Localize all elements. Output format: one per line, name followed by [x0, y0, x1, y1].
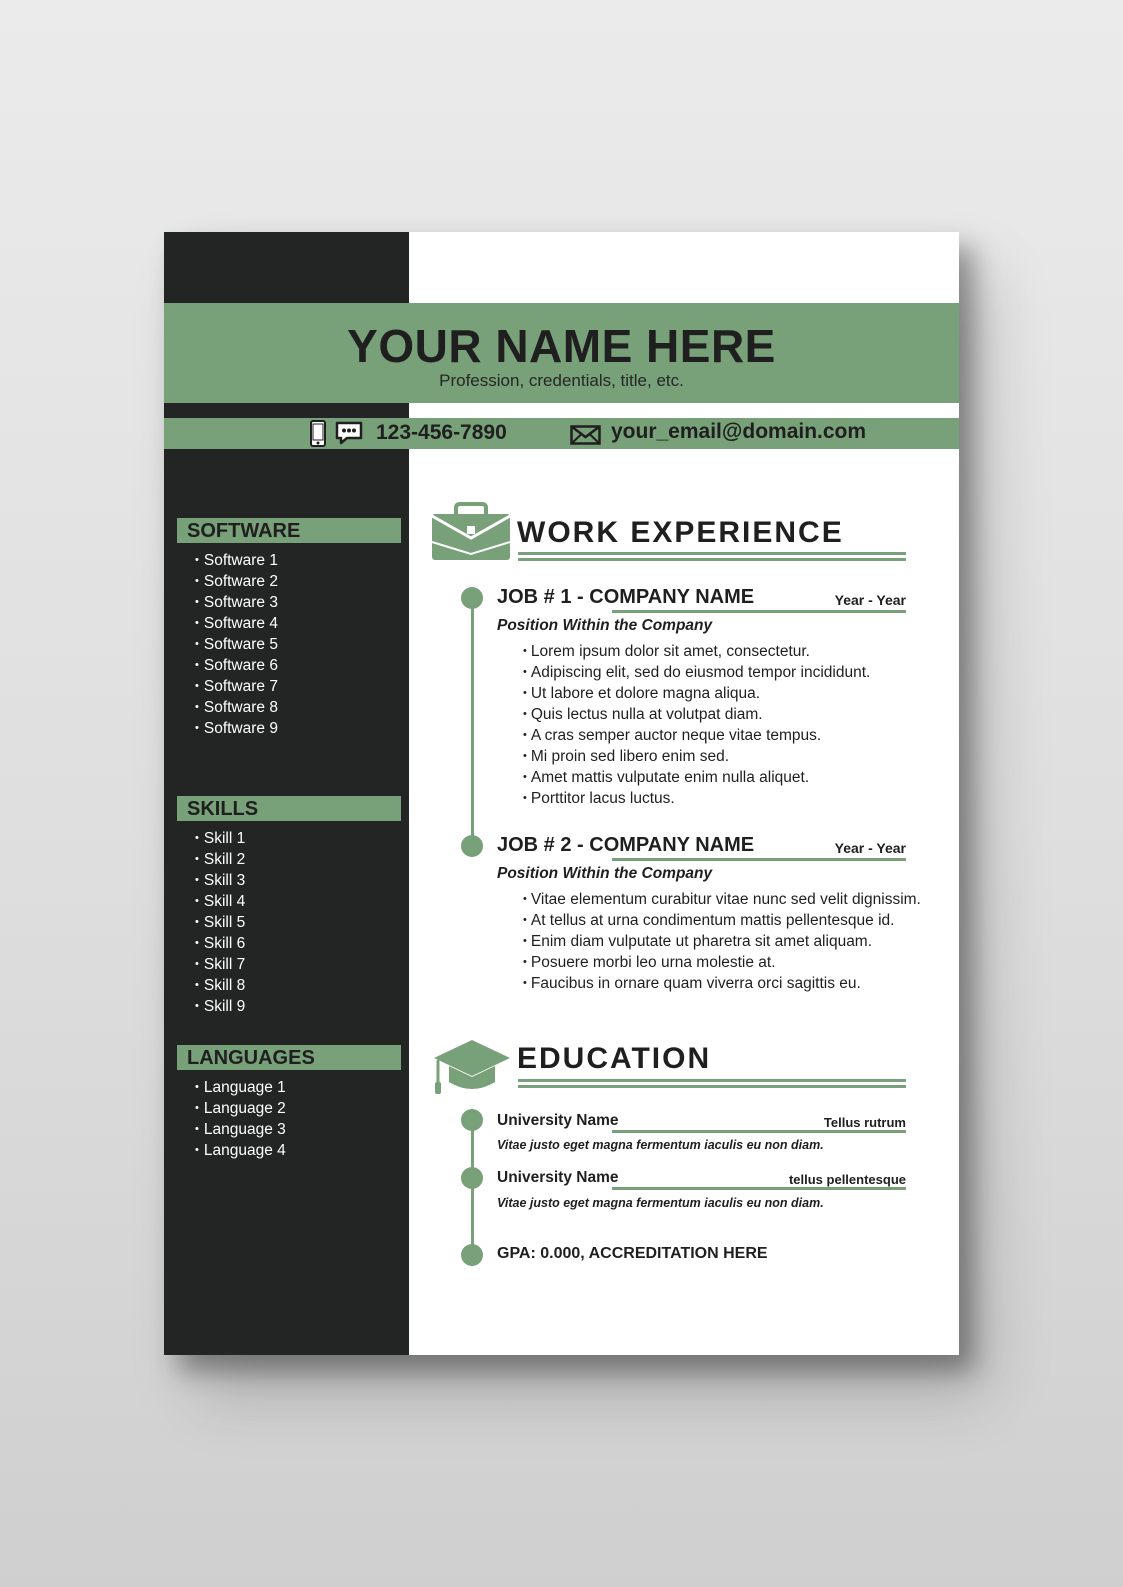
job-1-duties [523, 642, 870, 810]
work-experience-heading: WORK EXPERIENCE [517, 516, 844, 549]
education-2-note: tellus pellentesque [788, 1172, 906, 1187]
work-heading-rule [518, 552, 906, 561]
job-1-title: JOB # 1 - COMPANY NAME [497, 586, 755, 608]
name-banner [164, 303, 959, 403]
software-section [177, 518, 401, 740]
list-item: • Software 3 [195, 593, 401, 614]
list-item: • Software 6 [195, 656, 401, 677]
education-1-description: Vitae justo eget magna fermentum iaculis eu non diam. [497, 1138, 824, 1152]
contact-bar [164, 418, 959, 449]
job-2-marker [461, 835, 483, 857]
education-heading-rule [518, 1079, 906, 1088]
skills-heading: SKILLS [177, 796, 401, 821]
list-item: • Mi proin sed libero enim sed. [523, 747, 870, 768]
software-list [177, 551, 401, 740]
job-2-duties [523, 890, 921, 995]
profession-line: Profession, credentials, title, etc. [439, 371, 684, 390]
list-item: • Skill 3 [195, 871, 401, 892]
job-1-marker [461, 587, 483, 609]
education-2-description: Vitae justo eget magna fermentum iaculis eu non diam. [497, 1196, 824, 1210]
list-item: • Skill 1 [195, 829, 401, 850]
education-heading: EDUCATION [517, 1042, 712, 1075]
list-item: • Language 1 [195, 1078, 401, 1099]
job-1-years: Year - Year [834, 592, 906, 608]
job-2-rule [612, 858, 906, 861]
list-item: • Porttitor lacus luctus. [523, 789, 870, 810]
graduation-cap-icon [432, 1038, 514, 1103]
list-item: • Ut labore et dolore magna aliqua. [523, 684, 870, 705]
list-item: • Skill 4 [195, 892, 401, 913]
list-item: • Software 1 [195, 551, 401, 572]
job-2-title: JOB # 2 - COMPANY NAME [497, 834, 755, 856]
list-item: • Enim diam vulputate ut pharetra sit amet aliquam. [523, 932, 921, 953]
list-item: • Posuere morbi leo urna molestie at. [523, 953, 921, 974]
list-item: • Vitae elementum curabitur vitae nunc sed velit dignissim. [523, 890, 921, 911]
list-item: • Language 3 [195, 1120, 401, 1141]
mobile-phone-icon [310, 420, 326, 452]
languages-list [177, 1078, 401, 1162]
education-1-university: University Name [497, 1112, 619, 1129]
list-item: • Amet mattis vulputate enim nulla aliquet. [523, 768, 870, 789]
skills-list [177, 829, 401, 1018]
list-item: • Skill 6 [195, 934, 401, 955]
list-item: • Skill 9 [195, 997, 401, 1018]
list-item: • At tellus at urna condimentum mattis pellentesque id. [523, 911, 921, 932]
software-heading: SOFTWARE [177, 518, 401, 543]
education-1-note: Tellus rutrum [823, 1115, 906, 1130]
full-name: YOUR NAME HERE [347, 320, 776, 372]
education-2-university: University Name [497, 1169, 619, 1186]
phone-number[interactable]: 123-456-7890 [376, 421, 507, 444]
education-2-rule [612, 1187, 906, 1190]
resume-page [164, 232, 959, 1355]
work-timeline [471, 598, 474, 843]
list-item: • Lorem ipsum dolor sit amet, consectetur. [523, 642, 870, 663]
list-item: • Language 4 [195, 1141, 401, 1162]
languages-section [177, 1045, 401, 1162]
job-1-position: Position Within the Company [497, 617, 713, 634]
job-1-rule [612, 610, 906, 613]
list-item: • Skill 5 [195, 913, 401, 934]
list-item: • Faucibus in ornare quam viverra orci sagittis eu. [523, 974, 921, 995]
education-1-marker [461, 1109, 483, 1131]
list-item: • Software 7 [195, 677, 401, 698]
list-item: • Software 5 [195, 635, 401, 656]
education-2-marker [461, 1167, 483, 1189]
list-item: • Software 8 [195, 698, 401, 719]
briefcase-icon [431, 502, 511, 567]
job-2-position: Position Within the Company [497, 865, 713, 882]
job-2-years: Year - Year [834, 840, 906, 856]
list-item: • Adipiscing elit, sed do eiusmod tempor incididunt. [523, 663, 870, 684]
list-item: • Quis lectus nulla at volutpat diam. [523, 705, 870, 726]
list-item: • Software 4 [195, 614, 401, 635]
list-item: • A cras semper auctor neque vitae tempus. [523, 726, 870, 747]
education-1-rule [612, 1130, 906, 1133]
list-item: • Software 2 [195, 572, 401, 593]
gpa-accreditation: GPA: 0.000, ACCREDITATION HERE [497, 1245, 768, 1262]
chat-bubble-icon [335, 421, 363, 450]
skills-section [177, 796, 401, 1018]
envelope-icon [570, 425, 601, 450]
email-address[interactable]: your_email@domain.com [611, 420, 867, 443]
list-item: • Software 9 [195, 719, 401, 740]
gpa-marker [461, 1244, 483, 1266]
list-item: • Skill 7 [195, 955, 401, 976]
languages-heading: LANGUAGES [177, 1045, 401, 1070]
list-item: • Skill 2 [195, 850, 401, 871]
list-item: • Language 2 [195, 1099, 401, 1120]
list-item: • Skill 8 [195, 976, 401, 997]
